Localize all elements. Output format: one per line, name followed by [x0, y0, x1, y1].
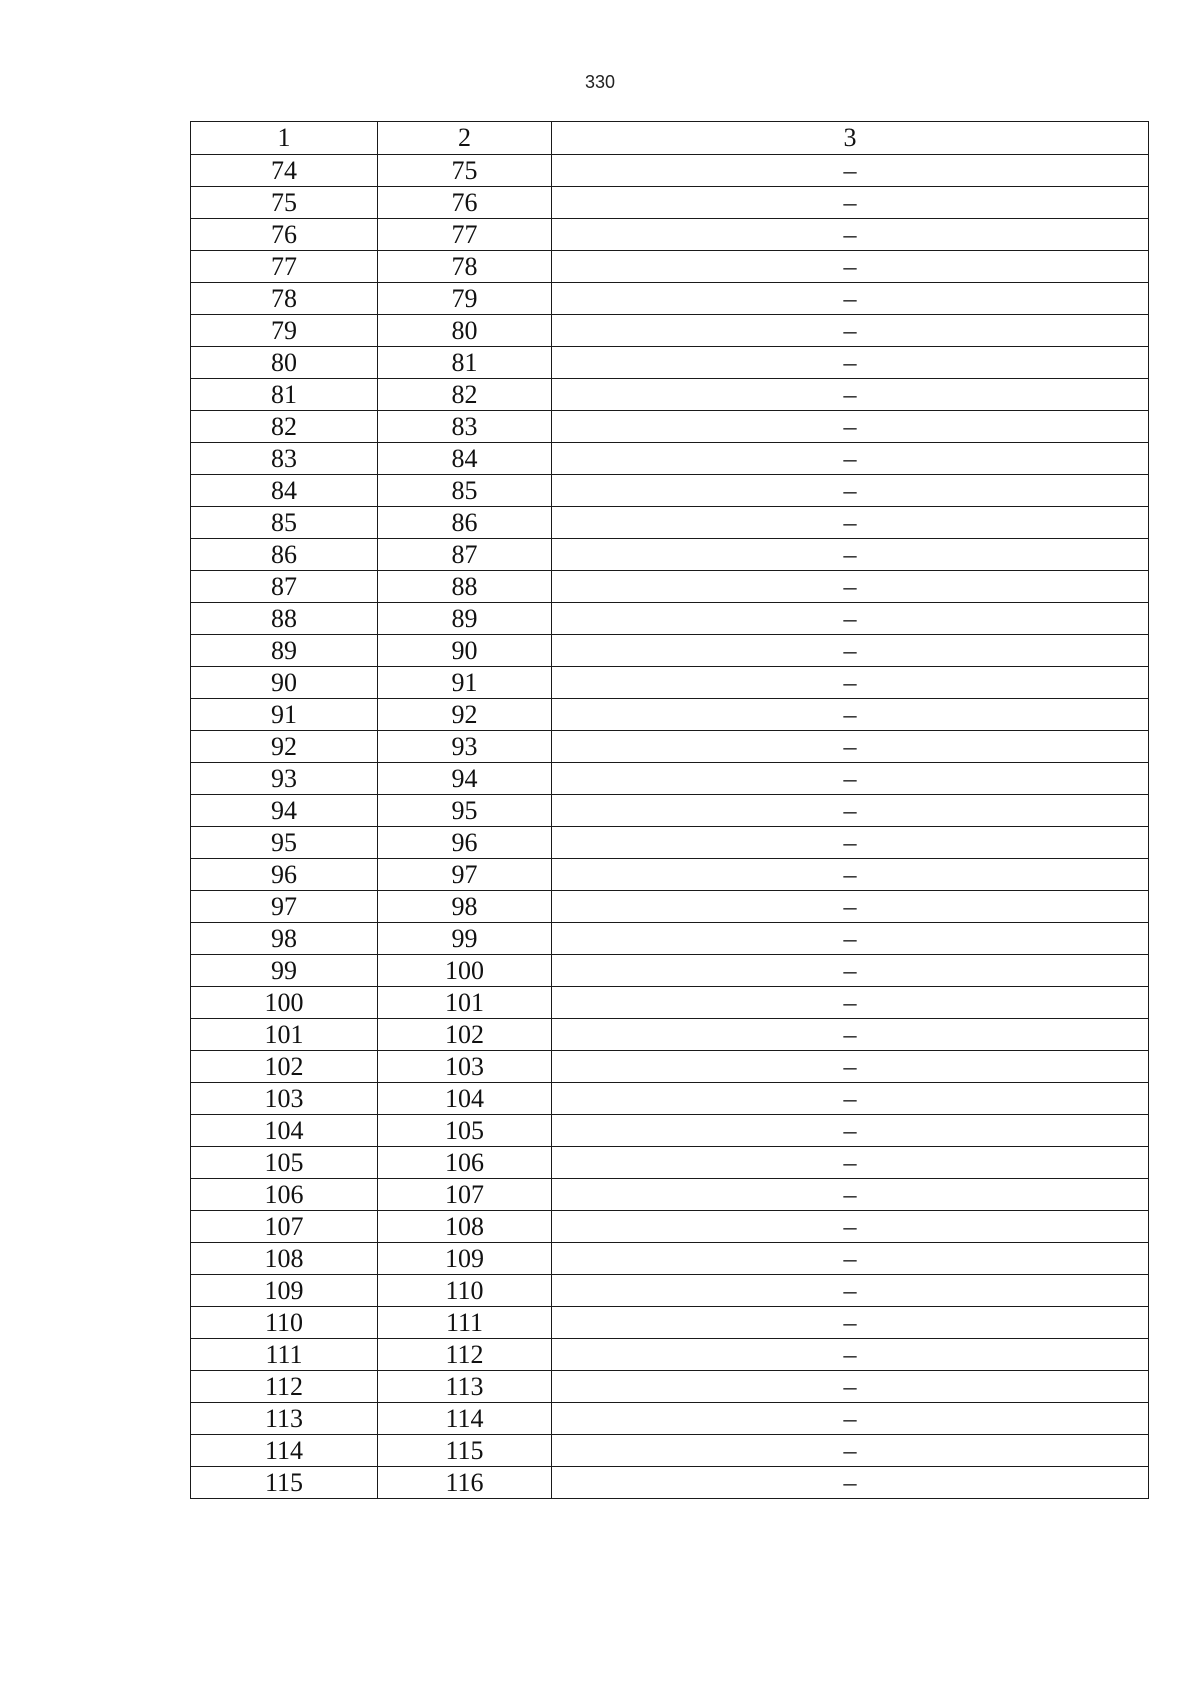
cell-col-2: 110: [378, 1275, 552, 1307]
table-row: [191, 667, 1149, 699]
cell-col-3: –: [552, 1211, 1149, 1243]
cell-col-1: 94: [191, 795, 378, 827]
cell-col-3: –: [552, 315, 1149, 347]
table-row: [191, 1147, 1149, 1179]
cell-col-2: 77: [378, 219, 552, 251]
cell-col-2: 87: [378, 539, 552, 571]
table-row: [191, 347, 1149, 379]
cell-col-1: 79: [191, 315, 378, 347]
cell-col-1: 74: [191, 155, 378, 187]
cell-col-3: –: [552, 859, 1149, 891]
cell-col-3: –: [552, 635, 1149, 667]
table-row: [191, 1083, 1149, 1115]
cell-col-3: –: [552, 283, 1149, 315]
cell-col-2: 111: [378, 1307, 552, 1339]
cell-col-1: 111: [191, 1339, 378, 1371]
cell-col-2: 82: [378, 379, 552, 411]
cell-col-2: 106: [378, 1147, 552, 1179]
cell-col-1: 101: [191, 1019, 378, 1051]
table-row: [191, 1051, 1149, 1083]
table-row: [191, 1339, 1149, 1371]
cell-col-1: 91: [191, 699, 378, 731]
cell-col-3: –: [552, 347, 1149, 379]
table-row: [191, 1403, 1149, 1435]
cell-col-1: 112: [191, 1371, 378, 1403]
table-row: [191, 955, 1149, 987]
cell-col-3: –: [552, 603, 1149, 635]
cell-col-1: 80: [191, 347, 378, 379]
cell-col-1: 98: [191, 923, 378, 955]
cell-col-2: 102: [378, 1019, 552, 1051]
cell-col-1: 75: [191, 187, 378, 219]
table-row: [191, 219, 1149, 251]
table-header-row: [191, 122, 1149, 155]
cell-col-3: –: [552, 155, 1149, 187]
table-row: [191, 571, 1149, 603]
table-row: [191, 891, 1149, 923]
cell-col-1: 85: [191, 507, 378, 539]
cell-col-2: 93: [378, 731, 552, 763]
cell-col-3: –: [552, 667, 1149, 699]
cell-col-1: 76: [191, 219, 378, 251]
cell-col-2: 105: [378, 1115, 552, 1147]
cell-col-2: 103: [378, 1051, 552, 1083]
cell-col-1: 87: [191, 571, 378, 603]
cell-col-2: 90: [378, 635, 552, 667]
cell-col-2: 115: [378, 1435, 552, 1467]
cell-col-1: 113: [191, 1403, 378, 1435]
cell-col-3: –: [552, 475, 1149, 507]
cell-col-3: –: [552, 1179, 1149, 1211]
cell-col-3: –: [552, 1147, 1149, 1179]
table-row: [191, 1243, 1149, 1275]
cell-col-1: 105: [191, 1147, 378, 1179]
cell-col-2: 85: [378, 475, 552, 507]
cell-col-2: 84: [378, 443, 552, 475]
page-number: 330: [584, 72, 616, 92]
table-row: [191, 251, 1149, 283]
table-body: [191, 122, 1149, 1499]
cell-col-3: –: [552, 219, 1149, 251]
table-row: [191, 731, 1149, 763]
cell-col-2: 116: [378, 1467, 552, 1499]
table-row: [191, 987, 1149, 1019]
cell-col-1: 82: [191, 411, 378, 443]
cell-col-3: –: [552, 795, 1149, 827]
cell-col-3: –: [552, 1467, 1149, 1499]
table-row: [191, 1019, 1149, 1051]
cell-col-3: –: [552, 955, 1149, 987]
cell-col-1: 77: [191, 251, 378, 283]
cell-col-1: 107: [191, 1211, 378, 1243]
table-row: [191, 411, 1149, 443]
cell-col-1: 104: [191, 1115, 378, 1147]
cell-col-2: 86: [378, 507, 552, 539]
cell-col-2: 78: [378, 251, 552, 283]
table-row: [191, 859, 1149, 891]
cell-col-2: 83: [378, 411, 552, 443]
cell-col-2: 79: [378, 283, 552, 315]
cell-col-3: –: [552, 1435, 1149, 1467]
cell-col-1: 95: [191, 827, 378, 859]
cell-col-1: 115: [191, 1467, 378, 1499]
cell-col-2: 109: [378, 1243, 552, 1275]
cell-col-2: 75: [378, 155, 552, 187]
cell-col-3: –: [552, 1243, 1149, 1275]
cell-col-1: 103: [191, 1083, 378, 1115]
cell-col-2: 107: [378, 1179, 552, 1211]
cell-col-2: 100: [378, 955, 552, 987]
cell-col-1: 88: [191, 603, 378, 635]
cell-col-1: 97: [191, 891, 378, 923]
cell-col-3: –: [552, 251, 1149, 283]
cell-col-1: 110: [191, 1307, 378, 1339]
table-row: [191, 763, 1149, 795]
column-header-3: 3: [552, 122, 1149, 155]
cell-col-2: 114: [378, 1403, 552, 1435]
cell-col-1: 106: [191, 1179, 378, 1211]
table-row: [191, 379, 1149, 411]
table-row: [191, 1275, 1149, 1307]
table-row: [191, 539, 1149, 571]
table-row: [191, 155, 1149, 187]
table-row: [191, 1371, 1149, 1403]
cell-col-1: 102: [191, 1051, 378, 1083]
cell-col-3: –: [552, 987, 1149, 1019]
cell-col-2: 80: [378, 315, 552, 347]
cell-col-3: –: [552, 699, 1149, 731]
column-header-2: 2: [378, 122, 552, 155]
table-row: [191, 1467, 1149, 1499]
table-row: [191, 1115, 1149, 1147]
cell-col-3: –: [552, 411, 1149, 443]
table-row: [191, 1211, 1149, 1243]
table-row: [191, 635, 1149, 667]
cell-col-3: –: [552, 827, 1149, 859]
cell-col-3: –: [552, 731, 1149, 763]
table-row: [191, 603, 1149, 635]
cell-col-2: 104: [378, 1083, 552, 1115]
cell-col-1: 86: [191, 539, 378, 571]
cell-col-3: –: [552, 1371, 1149, 1403]
cell-col-3: –: [552, 1275, 1149, 1307]
cell-col-1: 93: [191, 763, 378, 795]
cell-col-1: 89: [191, 635, 378, 667]
cell-col-3: –: [552, 187, 1149, 219]
cell-col-3: –: [552, 1019, 1149, 1051]
data-table: [190, 121, 1149, 1499]
cell-col-3: –: [552, 571, 1149, 603]
cell-col-1: 83: [191, 443, 378, 475]
cell-col-2: 96: [378, 827, 552, 859]
cell-col-1: 114: [191, 1435, 378, 1467]
cell-col-3: –: [552, 1403, 1149, 1435]
table-row: [191, 923, 1149, 955]
cell-col-2: 108: [378, 1211, 552, 1243]
cell-col-2: 101: [378, 987, 552, 1019]
cell-col-1: 109: [191, 1275, 378, 1307]
cell-col-3: –: [552, 923, 1149, 955]
table-row: [191, 1307, 1149, 1339]
table-row: [191, 315, 1149, 347]
cell-col-2: 81: [378, 347, 552, 379]
table-row: [191, 795, 1149, 827]
table-row: [191, 827, 1149, 859]
cell-col-1: 78: [191, 283, 378, 315]
table-row: [191, 475, 1149, 507]
cell-col-2: 95: [378, 795, 552, 827]
cell-col-1: 99: [191, 955, 378, 987]
cell-col-2: 98: [378, 891, 552, 923]
cell-col-1: 96: [191, 859, 378, 891]
cell-col-1: 92: [191, 731, 378, 763]
cell-col-1: 84: [191, 475, 378, 507]
table-row: [191, 1179, 1149, 1211]
cell-col-3: –: [552, 443, 1149, 475]
table-row: [191, 187, 1149, 219]
cell-col-2: 89: [378, 603, 552, 635]
cell-col-2: 92: [378, 699, 552, 731]
cell-col-2: 99: [378, 923, 552, 955]
cell-col-3: –: [552, 379, 1149, 411]
cell-col-1: 81: [191, 379, 378, 411]
table-row: [191, 443, 1149, 475]
cell-col-3: –: [552, 507, 1149, 539]
cell-col-3: –: [552, 891, 1149, 923]
cell-col-3: –: [552, 1307, 1149, 1339]
column-header-1: 1: [191, 122, 378, 155]
cell-col-2: 97: [378, 859, 552, 891]
cell-col-2: 112: [378, 1339, 552, 1371]
table-row: [191, 699, 1149, 731]
cell-col-3: –: [552, 763, 1149, 795]
table-row: [191, 1435, 1149, 1467]
cell-col-1: 100: [191, 987, 378, 1019]
cell-col-3: –: [552, 539, 1149, 571]
cell-col-2: 91: [378, 667, 552, 699]
table-row: [191, 507, 1149, 539]
cell-col-3: –: [552, 1115, 1149, 1147]
table-row: [191, 283, 1149, 315]
cell-col-2: 113: [378, 1371, 552, 1403]
cell-col-1: 108: [191, 1243, 378, 1275]
cell-col-2: 88: [378, 571, 552, 603]
cell-col-1: 90: [191, 667, 378, 699]
cell-col-2: 94: [378, 763, 552, 795]
cell-col-3: –: [552, 1339, 1149, 1371]
cell-col-2: 76: [378, 187, 552, 219]
cell-col-3: –: [552, 1083, 1149, 1115]
cell-col-3: –: [552, 1051, 1149, 1083]
